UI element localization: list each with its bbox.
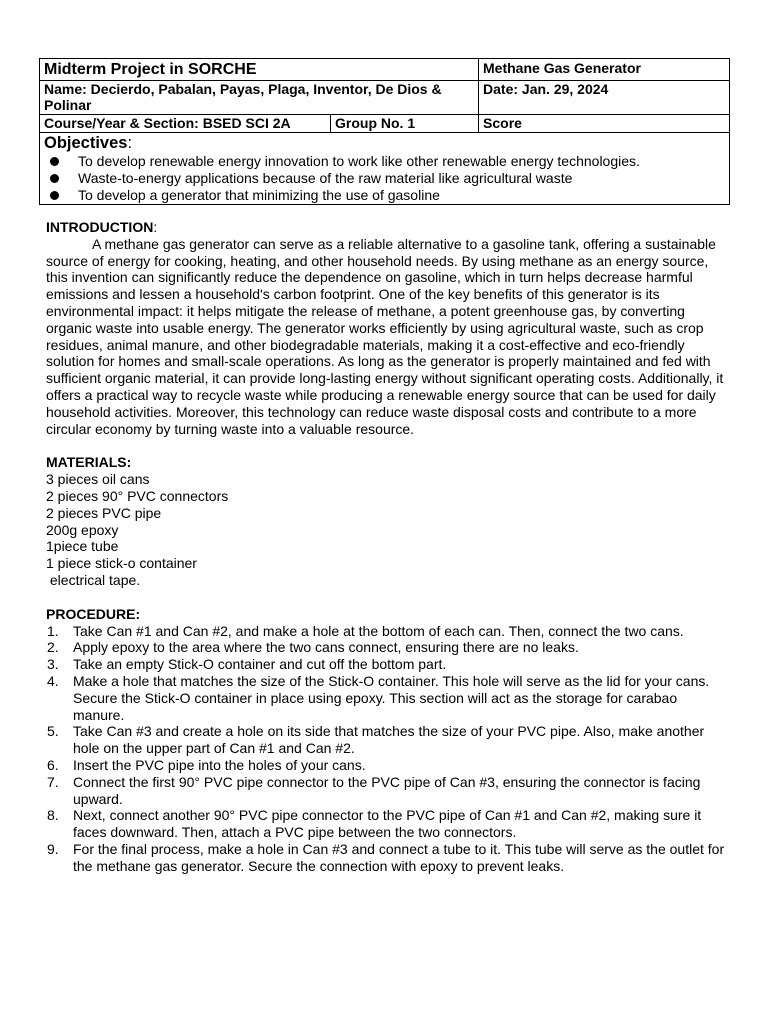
header-table [39, 58, 730, 205]
procedure-step [46, 623, 726, 640]
step-text: Make a hole that matches the size of the Stick-O container. This hole will serve as the lid for your cans. Secure the Stick-O container in place using epoxy. This section will act as the storage for carabao manure. [73, 672, 710, 723]
objective-text: Waste-to-energy applications because of the raw material like agricultural waste [78, 170, 573, 186]
procedure-step [46, 841, 726, 875]
introduction-heading-text: INTRODUCTION [46, 219, 154, 235]
objectives-cell [40, 133, 730, 205]
objectives-heading [44, 134, 725, 153]
bullet-icon [50, 174, 59, 183]
procedure-step [46, 774, 726, 808]
step-text: Take Can #1 and Can #2, and make a hole at the bottom of each can. Then, connect the two cans. [73, 622, 684, 639]
procedure-step [46, 757, 726, 774]
step-number: 6. [47, 756, 59, 773]
step-text: Next, connect another 90° PVC pipe connector to the PVC pipe of Can #1 and Can #2, making sure it faces downward. Then, attach a PVC pipe between the two connectors. [73, 807, 702, 841]
step-text: Take an empty Stick-O container and cut off the bottom part. [73, 656, 447, 673]
objective-text: To develop renewable energy innovation to work like other renewable energy technologies. [78, 153, 640, 169]
names-cell: Name: Decierdo, Pabalan, Payas, Plaga, Inventor, De Dios & Polinar [40, 81, 479, 115]
score-cell: Score [479, 115, 730, 133]
material-item: 3 pieces oil cans [46, 471, 150, 488]
step-text: Apply epoxy to the area where the two cans connect, ensuring there are no leaks. [73, 639, 579, 656]
document-body [46, 219, 726, 874]
date-cell: Date: Jan. 29, 2024 [479, 81, 730, 115]
objective-item [44, 187, 725, 204]
objective-text: To develop a generator that minimizing the use of gasoline [78, 187, 440, 203]
step-number: 3. [47, 656, 59, 673]
title-prefix: Midterm Project in [44, 61, 189, 78]
step-number: 2. [47, 639, 59, 656]
step-number: 7. [47, 773, 59, 790]
course-cell: Course/Year & Section: BSED SCI 2A [40, 115, 331, 133]
objective-item [44, 153, 725, 170]
material-item: 1piece tube [46, 538, 119, 555]
step-text: For the final process, make a hole in Can #3 and connect a tube to it. This tube will serve as the outlet for the methane gas generator. Secure the connection with epoxy to prevent leaks. [73, 840, 725, 874]
step-text: Take Can #3 and create a hole on its side that matches the size of your PVC pipe. Also, make another hole on the upper part of Can #1 and Can #2. [73, 723, 705, 757]
project-title [40, 59, 479, 81]
procedure-step [46, 656, 726, 673]
material-item: 1 piece stick-o container [46, 555, 197, 572]
objectives-colon: : [127, 134, 133, 152]
project-name: Methane Gas Generator [479, 59, 730, 81]
step-number: 5. [47, 723, 59, 740]
step-text: Insert the PVC pipe into the holes of your cans. [73, 756, 366, 773]
material-item: 2 pieces 90° PVC connectors [46, 487, 229, 504]
objectives-list [44, 153, 725, 204]
procedure-step [46, 723, 726, 757]
title-subject: SORCHE [188, 61, 257, 78]
bullet-icon [50, 157, 59, 166]
materials-heading: MATERIALS: [46, 454, 132, 471]
procedure-step [46, 673, 726, 723]
group-cell: Group No. 1 [331, 115, 479, 133]
materials-list [46, 471, 726, 589]
objective-item [44, 170, 725, 187]
step-text: Connect the first 90° PVC pipe connector to the PVC pipe of Can #3, ensuring the connector is facing upward. [73, 773, 701, 807]
step-number: 8. [47, 807, 59, 824]
procedure-step [46, 639, 726, 656]
procedure-list [46, 623, 726, 875]
introduction-paragraph: A methane gas generator can serve as a reliable alternative to a gasoline tank, offering a sustainable source of energy for cooking, heating, and other household needs. By using methane as an energy source, this invention can significantly reduce the dependence on gasoline, which in turn helps decrease harmful emissions and lessen a household's carbon footprint. One of the key benefits of this generator is its environmental impact: it helps mitigate the release of methane, a potent greenhouse gas, by converting organic waste into usable energy. The generator works efficiently by using agricultural waste, such as crop residues, animal manure, and other biodegradable materials, making it a cost-effective and eco-friendly solution for homes and small-scale operations. As long as the generator is properly maintained and fed with sufficient organic material, it can provide long-lasting energy without significant operating costs. Additionally, it offers a practical way to recycle waste while producing a renewable energy source that can be used for daily household activities. Moreover, this technology can reduce waste disposal costs and contribute to a more circular economy by turning waste into a valuable resource. [46, 235, 724, 437]
procedure-step [46, 807, 726, 841]
step-number: 4. [47, 672, 59, 689]
material-item: 2 pieces PVC pipe [46, 504, 162, 521]
objectives-label: Objectives [44, 134, 128, 152]
introduction-heading [46, 219, 726, 236]
bullet-icon [50, 191, 59, 200]
material-item: electrical tape. [46, 571, 141, 588]
material-item: 200g epoxy [46, 521, 119, 538]
procedure-heading: PROCEDURE: [46, 605, 141, 622]
introduction-heading-colon: : [153, 219, 158, 235]
step-number: 1. [47, 622, 59, 639]
step-number: 9. [47, 840, 59, 857]
